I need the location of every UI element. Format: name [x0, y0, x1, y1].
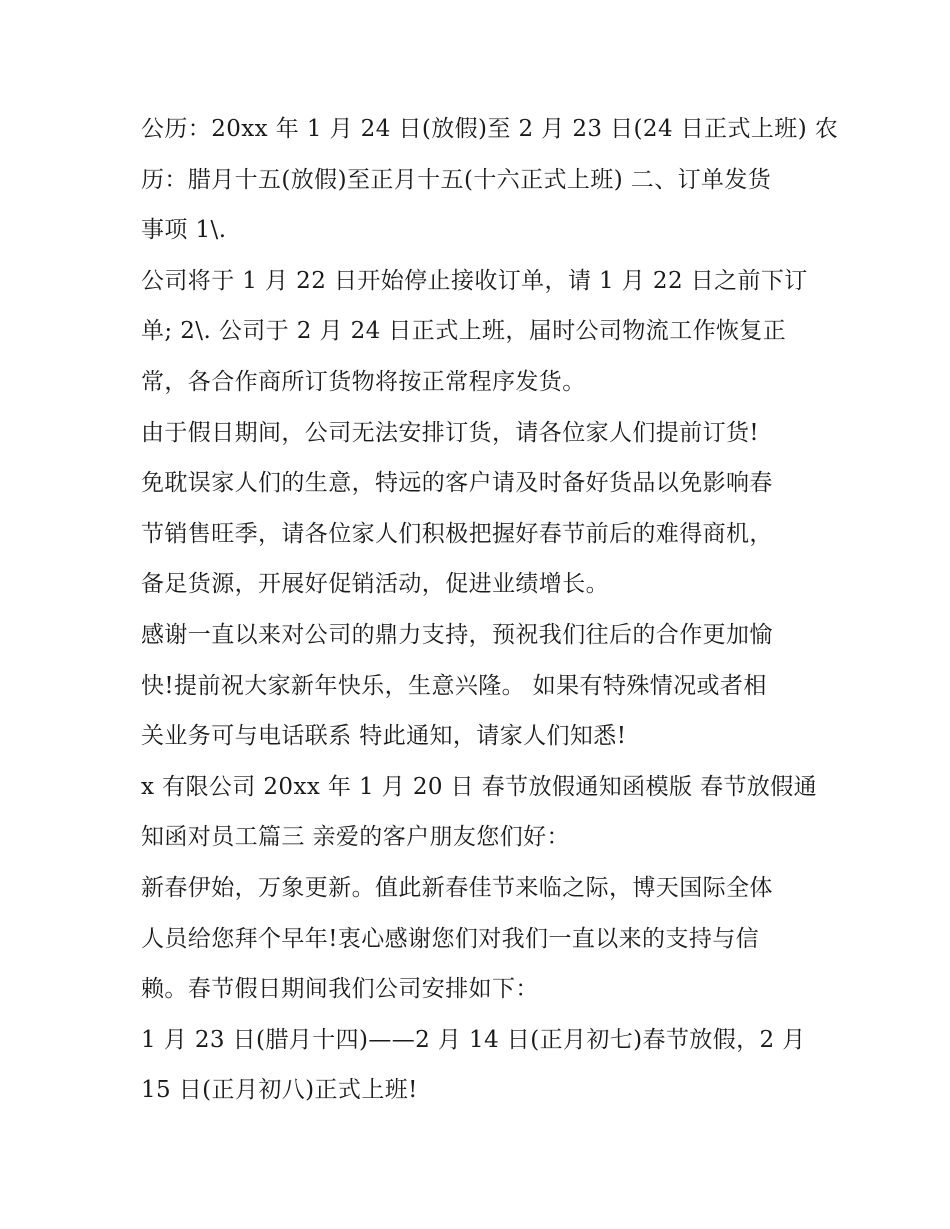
text-line: 免耽误家人们的生意，特远的客户请及时备好货品以免影响春 — [141, 470, 773, 497]
document-body — [141, 104, 839, 1116]
text-line: 由于假日期间，公司无法安排订货，请各位家人们提前订货! — [141, 419, 760, 446]
text-line: 赖。春节假日期间我们公司安排如下： — [141, 976, 539, 1003]
text-line: 公司将于 1 月 22 日开始停止接收订单，请 1 月 22 日之前下订 — [141, 267, 808, 294]
text-line: 关业务可与电话联系 特此通知，请家人们知悉! — [141, 723, 627, 750]
text-line: 感谢一直以来对公司的鼎力支持，预祝我们往后的合作更加愉 — [141, 621, 773, 648]
text-line: 历：腊月十五(放假)至正月十五(十六正式上班) 二、订单发货 — [141, 166, 772, 193]
text-line: 节销售旺季，请各位家人们积极把握好春节前后的难得商机， — [141, 520, 773, 547]
text-line: 快!提前祝大家新年快乐，生意兴隆。 如果有特殊情况或者相 — [141, 672, 767, 699]
text-line: 常，各合作商所订货物将按正常程序发货。 — [141, 368, 586, 395]
text-line: 人员给您拜个早年!衷心感谢您们对我们一直以来的支持与信 — [141, 925, 760, 952]
text-line: 15 日(正月初八)正式上班! — [141, 1077, 418, 1104]
text-line: 公历：20xx 年 1 月 24 日(放假)至 2 月 23 日(24 日正式上班) 农 — [141, 116, 839, 142]
text-line: 事项 1\. — [141, 217, 227, 244]
text-line: x 有限公司 20xx 年 1 月 20 日 春节放假通知函模版 春节放假通 — [141, 773, 818, 800]
text-line: 备足货源，开展好促销活动，促进业绩增长。 — [141, 571, 609, 598]
text-line: 1 月 23 日(腊月十四)——2 月 14 日(正月初七)春节放假，2 月 — [141, 1026, 806, 1053]
text-line: 新春伊始，万象更新。值此新春佳节来临之际，博天国际全体 — [141, 874, 773, 901]
text-line: 单; 2\. 公司于 2 月 24 日正式上班，届时公司物流工作恢复正 — [141, 318, 787, 345]
text-line: 知函对员工篇三 亲爱的客户朋友您们好： — [141, 824, 570, 851]
